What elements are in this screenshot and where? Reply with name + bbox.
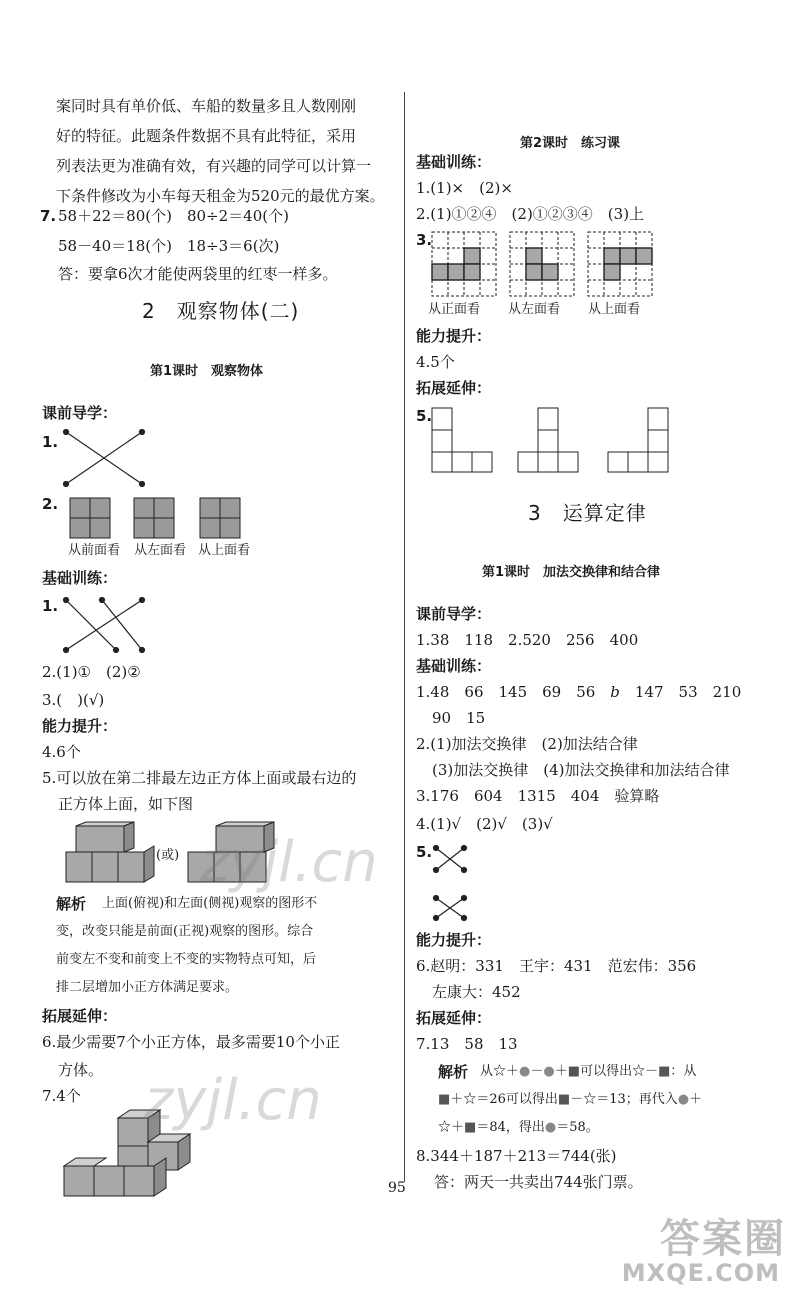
star-icon: ☆ [583,1092,597,1107]
text-line: 7.4个 [42,1087,81,1105]
text-line: 58＋22＝80(个) 80÷2＝40(个) [58,207,289,225]
text-line: 6.最少需要7个小正方体，最多需要10个小正 [42,1033,340,1051]
lesson-title: 第1课时 加法交换律和结合律 [482,565,661,580]
section-title: 2 观察物体(二) [142,299,300,323]
column-divider [404,92,405,1182]
analysis-label: 解析 [438,1063,469,1081]
text-line: 4.5个 [416,353,455,371]
analysis-line-3: ☆＋■＝84，得出●＝58。 [438,1120,599,1135]
text-line: 1.38 118 2.520 256 400 [416,631,639,649]
text-line: 正方体上面，如下图 [58,795,194,813]
circle-icon: ● [544,1120,557,1135]
text-line: 前变左不变和前变上不变的实物特点可知，后 [56,952,317,967]
view-label: 从左面看 [134,543,187,558]
text-line: 排二层增加小正方体满足要求。 [56,980,239,995]
heading: 拓展延伸： [416,1009,492,1027]
text-line: 上面(俯视)和左面(侧视)观察的图形不 [102,896,318,911]
question-number: 7. [40,207,57,225]
heading: 能力提升： [42,717,118,735]
watermark: zyjl.cn [144,1068,322,1133]
text-line: 下条件修改为小车每天租金为520元的最优方案。 [56,187,385,205]
heading: 能力提升： [416,327,492,345]
heading: 课前导学： [416,605,492,623]
text-line: 8.344＋187＋213＝744(张) [416,1147,617,1165]
analysis-label: 解析 [56,895,87,913]
text-line: 4.6个 [42,743,81,761]
heading: 拓展延伸： [42,1007,118,1025]
text-line: 答：要拿6次才能使两袋里的红枣一样多。 [58,265,338,283]
analysis-line-1: 从☆＋●－●＋■可以得出☆－■：从 [480,1064,697,1079]
stamp-title: 答案圈 [660,1216,786,1262]
question-number: 1. [42,433,59,451]
page-number: 95 [388,1180,406,1196]
heading: 基础训练： [42,569,118,587]
heading: 课前导学： [42,404,118,422]
text-line: 案同时具有单价低、车船的数量多且人数刚刚 [56,97,357,115]
question-number: 5. [416,407,433,425]
text-line: 2.(1)① (2)② [42,663,141,681]
heading: 基础训练： [416,657,492,675]
star-icon: ☆ [632,1064,646,1079]
square-icon: ■ [567,1064,581,1079]
text-line: 1.(1)× (2)× [416,179,513,197]
text-line: 好的特征。此题条件数据不具有此特征，采用 [56,127,357,145]
text-line: 1.48 66 145 69 56 b 147 53 210 [416,683,742,701]
star-icon: ☆ [438,1120,452,1135]
grid-views-figure [430,230,680,298]
lesson-title: 第2课时 练习课 [520,136,621,151]
text-line: 7.13 58 13 [416,1035,518,1053]
square-icon: ■ [658,1064,671,1079]
square-icon: ■ [438,1092,451,1107]
text-line: 变，改变只能是前面(正视)观察的图形。综合 [56,924,314,939]
matching-figure-1 [58,428,148,488]
matching-figure-3 [428,844,468,924]
text-line: 3.176 604 1315 404 验算略 [416,787,660,805]
circle-icon: ● [543,1064,555,1079]
text-line: 列表法更为准确有效，有兴趣的同学可以计算一 [56,157,372,175]
shapes-figure [430,406,720,474]
heading: 拓展延伸： [416,379,492,397]
text-line: 答：两天一共卖出744张门票。 [434,1173,643,1191]
view-label: 从上面看 [588,302,641,317]
text-line: 5.可以放在第二排最左边正方体上面或最右边的 [42,769,357,787]
text-line: 4.(1)√ (2)√ (3)√ [416,815,553,833]
question-number: 2. [42,495,59,513]
view-label: 从前面看 [68,543,121,558]
star-icon: ☆ [463,1092,477,1107]
text-line: (3)加法交换律 (4)加法交换律和加法结合律 [432,761,730,779]
view-label: 从左面看 [508,302,561,317]
text-line: 方体。 [58,1061,104,1079]
heading: 能力提升： [416,931,492,949]
text-line: 58－40＝18(个) 18÷3＝6(次) [58,237,280,255]
question-number: 5. [416,843,433,861]
view-label: 从正面看 [428,302,481,317]
circle-icon: ● [677,1092,690,1107]
question-number: 1. [42,597,59,615]
star-icon: ☆ [493,1064,507,1079]
question-number: 3. [416,231,433,249]
text-line: 2.(1)①②④ (2)①②③④ (3)上 [416,205,645,223]
circle-icon: ● [519,1064,531,1079]
text-line: 3.( )(√) [42,691,105,709]
view-label: 从上面看 [198,543,251,558]
text-line: 90 15 [432,709,486,727]
square-icon: ■ [464,1120,477,1135]
heading: 基础训练： [416,153,492,171]
matching-figure-2 [58,596,158,656]
text-line: 6.赵明：331 王宇：431 范宏伟：356 [416,957,697,975]
text-line: 2.(1)加法交换律 (2)加法结合律 [416,735,638,753]
square-icon: ■ [557,1092,571,1107]
figure-label: (或) [156,848,180,863]
views-figure [68,496,228,540]
site-stamp [592,1195,792,1295]
stamp-url: MXQE.COM [621,1259,780,1287]
text-line: 左康大：452 [432,983,521,1001]
analysis-line-2: ■＋☆＝26可以得出■－☆＝13；再代入●＋ [438,1092,703,1107]
lesson-title: 第1课时 观察物体 [150,364,264,379]
section-title: 3 运算定律 [528,501,647,525]
watermark: zyjl.cn [200,830,378,895]
